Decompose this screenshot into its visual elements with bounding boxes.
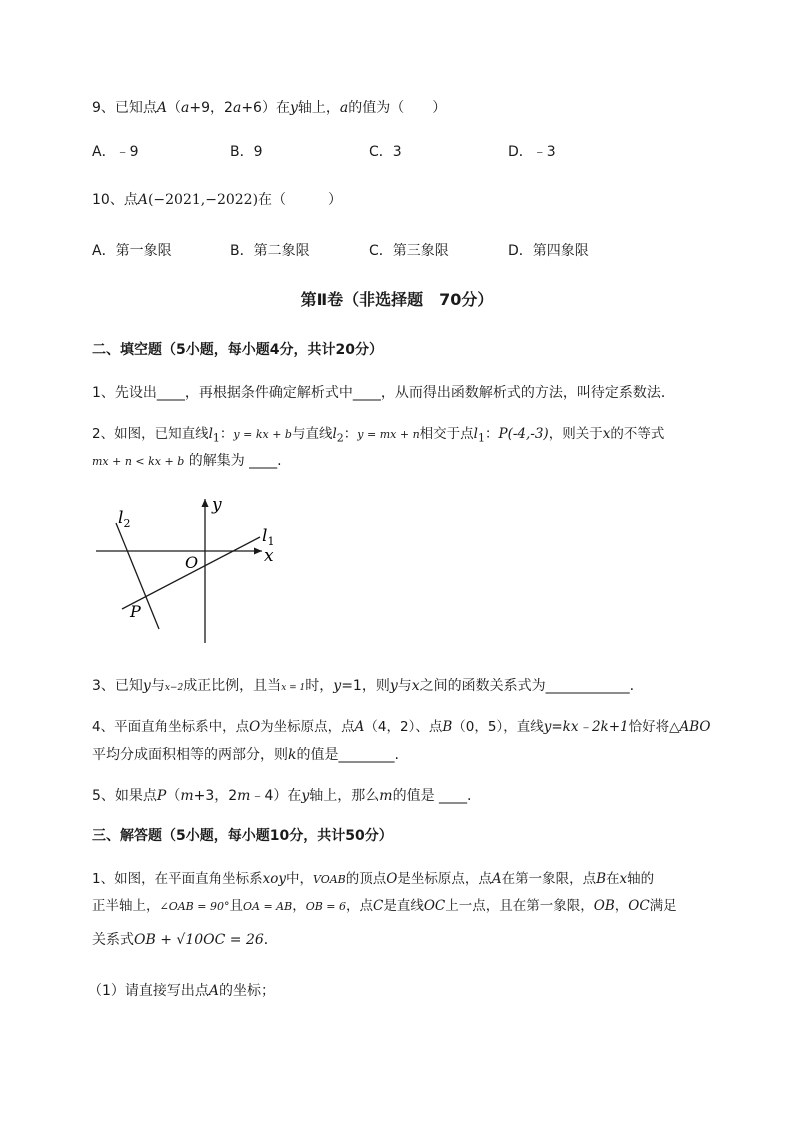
q10-option-b[interactable]: B．第二象限 bbox=[230, 243, 310, 259]
solve-question-1: 1、如图，在平面直角坐标系xoy中，VOAB的顶点O是坐标原点，点A在第一象限，点B在x轴的 bbox=[92, 871, 655, 887]
section-2-title: 第Ⅱ卷（非选择题 70分） bbox=[300, 290, 494, 309]
l2-label: $l_2$ bbox=[118, 508, 131, 530]
q9-option-b[interactable]: B．9 bbox=[230, 144, 263, 160]
q10-option-a[interactable]: A．第一象限 bbox=[92, 243, 172, 259]
solve-question-1-line-2: 正半轴上，∠OAB = 90°且OA = AB，OB = 6，点C是直线OC上一点，且在第一象限，OB，OC满足 bbox=[92, 898, 677, 914]
question-9: 9、已知点A（a+9，2a+6）在y轴上，a的值为（ ） bbox=[92, 100, 447, 116]
fill-question-2-cont: mx + n < kx + b 的解集为 ____. bbox=[92, 453, 282, 469]
fill-question-1: 1、先设出____，再根据条件确定解析式中____，从而得出函数解析式的方法，叫待定系数法． bbox=[92, 385, 675, 401]
question-10: 10、点A(−2021,−2022)在（ ） bbox=[92, 192, 343, 208]
solve-question-1-line-3: 关系式OB + √10OC = 26． bbox=[92, 932, 278, 948]
origin-label: O bbox=[185, 553, 199, 572]
fill-in-header: 二、填空题（5小题，每小题4分，共计20分） bbox=[92, 342, 383, 358]
q10-option-d[interactable]: D．第四象限 bbox=[508, 243, 589, 259]
solve-question-1-part-1: （1）请直接写出点A的坐标； bbox=[88, 983, 276, 999]
fill-question-5: 5、如果点P（m+3，2m﹣4）在y轴上，那么m的值是 ____. bbox=[92, 788, 472, 804]
q9-option-d[interactable]: D．﹣3 bbox=[508, 144, 556, 160]
q9-option-c[interactable]: C．3 bbox=[369, 144, 402, 160]
point-p-label: P bbox=[130, 602, 141, 621]
fill-question-4-cont: 平均分成面积相等的两部分，则k的值是________. bbox=[92, 747, 399, 763]
fill-question-3: 3、已知y与x−2成正比例，且当x = 1时，y=1，则y与x之间的函数关系式为____________. bbox=[92, 678, 635, 694]
y-axis-label: y bbox=[212, 495, 222, 515]
x-axis-label: x bbox=[264, 546, 274, 566]
q10-option-c[interactable]: C．第三象限 bbox=[369, 243, 449, 259]
fill-question-4: 4、平面直角坐标系中，点O为坐标原点，点A（4，2）、点B（0，5），直线y=kx﹣2k+1恰好将△ABO bbox=[92, 719, 711, 735]
fill-question-2: 2、如图，已知直线$l_1$：y = kx + b与直线$l_2$：y = mx + n相交于点$l_1$：P(-4,-3)，则关于x的不等式 bbox=[92, 426, 665, 445]
q9-option-a[interactable]: A．﹣9 bbox=[92, 144, 139, 160]
coordinate-graph bbox=[92, 495, 292, 650]
l1-label: $l_1$ bbox=[262, 526, 275, 548]
solve-header: 三、解答题（5小题，每小题10分，共计50分） bbox=[92, 828, 393, 844]
line-l1 bbox=[122, 537, 260, 609]
